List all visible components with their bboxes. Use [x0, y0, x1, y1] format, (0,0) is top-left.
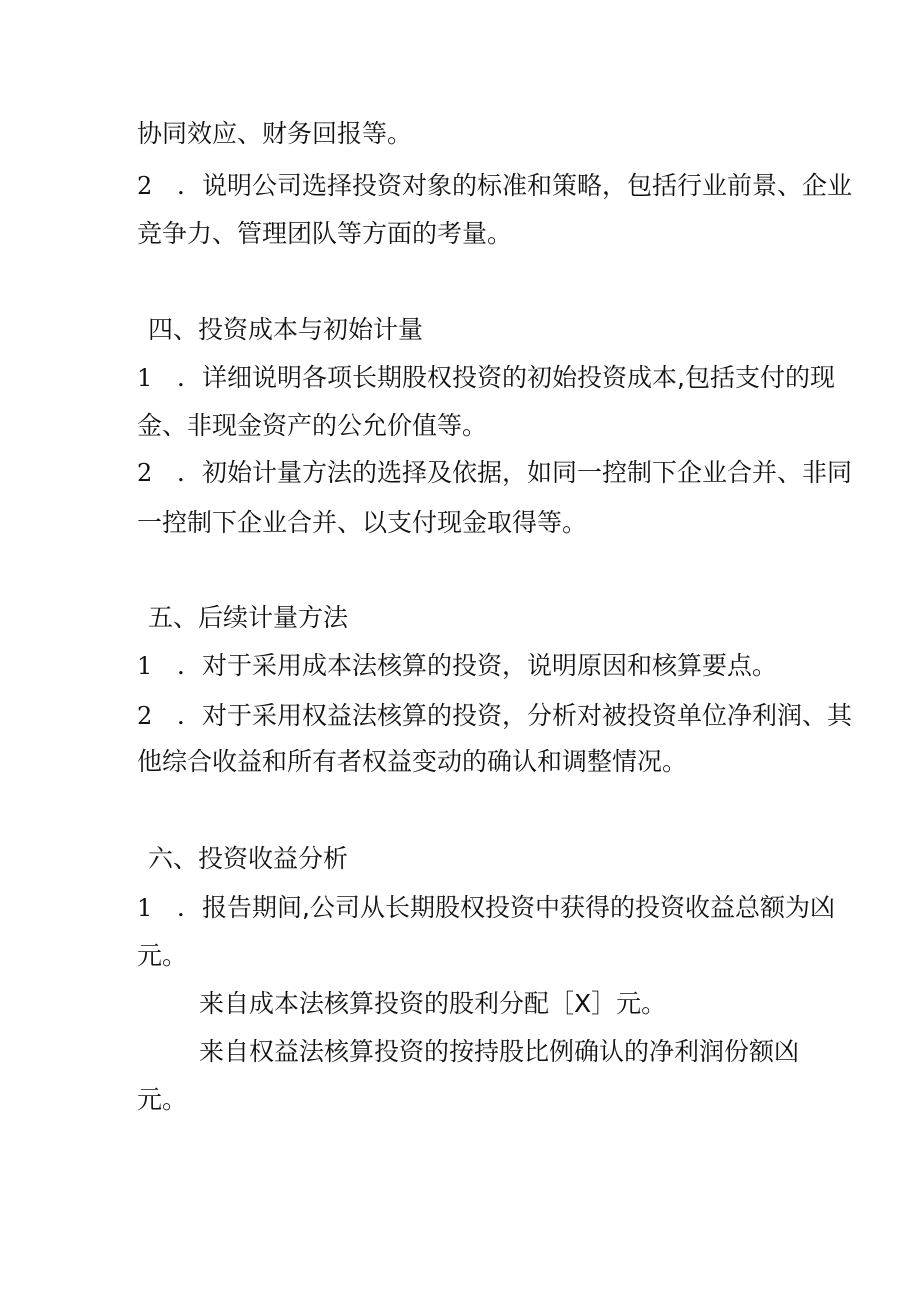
paragraph-line	[137, 117, 412, 151]
section-heading	[148, 313, 423, 347]
line-text: 他综合收益和所有者权益变动的确认和调整情况。	[137, 747, 688, 776]
list-item-line	[137, 699, 852, 733]
list-number: 1	[137, 894, 153, 922]
list-number: 1	[137, 652, 153, 680]
line-text: 一控制下企业合并、以支付现金取得等。	[137, 508, 588, 537]
indented-line	[199, 987, 666, 1021]
paragraph-line	[137, 1083, 187, 1117]
line-text: 协同效应、财务回报等。	[137, 119, 413, 148]
paragraph-line	[137, 506, 587, 540]
paragraph-line	[137, 939, 187, 973]
list-item-line	[137, 891, 835, 925]
line-text: ．报告期间,公司从长期股权投资中获得的投资收益总额为凶	[177, 893, 835, 922]
list-number: 2	[137, 172, 153, 200]
paragraph-line	[137, 745, 687, 779]
line-text: 竞争力、管理团队等方面的考量。	[137, 219, 513, 248]
list-number: 2	[137, 702, 153, 730]
section-heading	[148, 601, 348, 635]
line-text: 来自权益法核算投资的按持股比例确认的净利润份额凶	[199, 1037, 800, 1066]
line-text: ．初始计量方法的选择及依据，如同一控制下企业合并、非同	[177, 458, 853, 487]
list-item-line	[137, 649, 777, 683]
section-heading	[148, 842, 348, 876]
line-text: ．对于采用权益法核算的投资，分析对被投资单位净利润、其	[177, 701, 853, 730]
heading-text: 四、投资成本与初始计量	[148, 315, 424, 344]
line-text: 金、非现金资产的公允价值等。	[137, 411, 488, 440]
line-text: ．详细说明各项长期股权投资的初始投资成本,包括支付的现	[177, 363, 835, 392]
line-text: 元。	[137, 941, 188, 970]
list-item-line	[137, 456, 852, 490]
line-text: ．说明公司选择投资对象的标准和策略，包括行业前景、企业	[177, 171, 853, 200]
list-number: 2	[137, 459, 153, 487]
list-item-line	[137, 361, 835, 395]
heading-text: 六、投资收益分析	[148, 844, 349, 873]
paragraph-line	[137, 409, 487, 443]
line-text: ．对于采用成本法核算的投资，说明原因和核算要点。	[177, 651, 778, 680]
list-number: 1	[137, 364, 153, 392]
line-text: 来自成本法核算投资的股利分配［X］元。	[199, 989, 667, 1018]
paragraph-line	[137, 217, 512, 251]
list-item-line	[137, 169, 852, 203]
indented-line	[199, 1035, 799, 1069]
heading-text: 五、后续计量方法	[148, 603, 349, 632]
line-text: 元。	[137, 1085, 188, 1114]
